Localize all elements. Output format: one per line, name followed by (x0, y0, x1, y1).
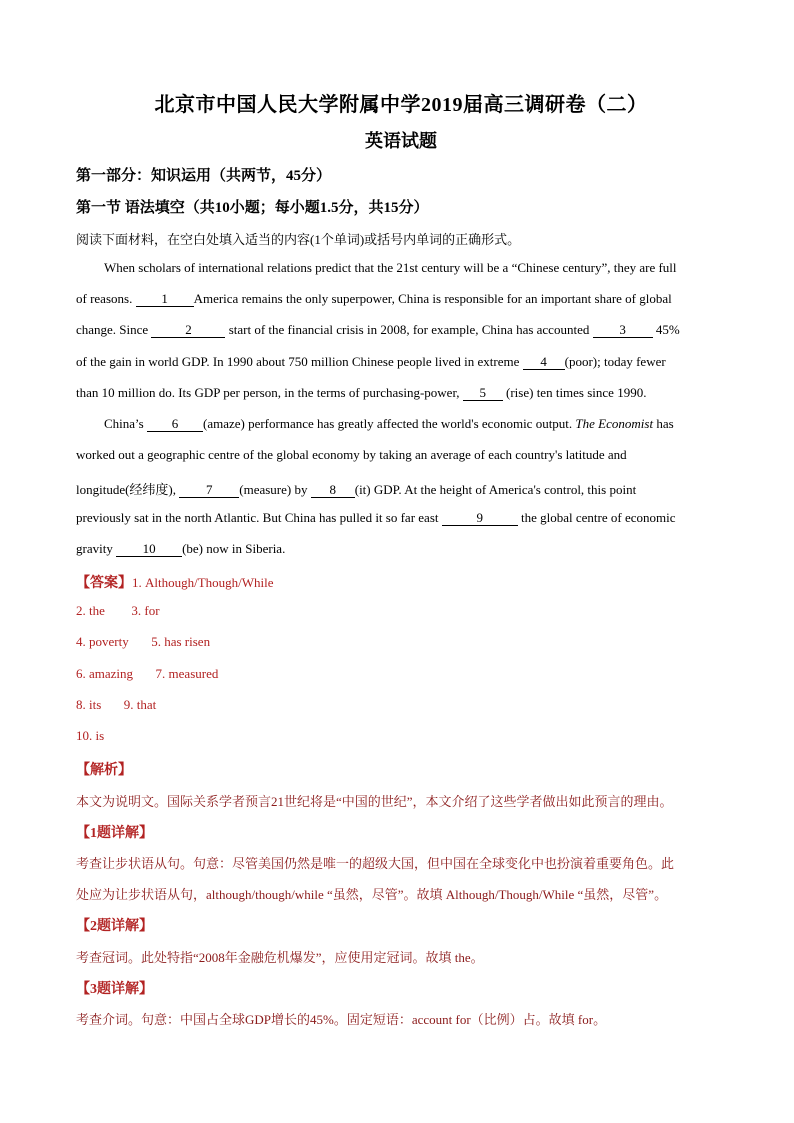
answer-label: 【答案】 (76, 576, 132, 591)
answer-row: 10. is (76, 728, 105, 743)
answer-row: 2. the 3. for (76, 603, 160, 618)
instruction: 阅读下面材料，在空白处填入适当的内容(1个单词)或括号内单词的正确形式。 (76, 232, 521, 247)
q1-label: 【1题详解】 (76, 826, 153, 841)
part-heading: 第一部分：知识运用（共两节，45分） (76, 168, 332, 184)
passage-line: change. Since 2 start of the financial crisis in 2008, for example, China has accounted 3 45% (76, 322, 680, 337)
passage-line: previously sat in the north Atlantic. But China has pulled it so far east 9 the global centre of economic (76, 510, 676, 525)
blank-4: 4 (523, 355, 565, 370)
answer-row: 6. amazing 7. measured (76, 666, 219, 681)
q3-explanation: 考查介词。句意：中国占全球GDP增长的45%。固定短语：account for（比例）占。故填 for。 (76, 1012, 607, 1027)
passage-line: worked out a geographic centre of the global economy by taking an average of each country's latitude and (76, 447, 627, 462)
passage-line: When scholars of international relations predict that the 21st century will be a “Chinese century”, they are full (104, 260, 677, 275)
analysis-label: 【解析】 (76, 763, 132, 778)
blank-6: 6 (147, 417, 203, 432)
passage-line: than 10 million do. Its GDP per person, in the terms of purchasing-power, 5 (rise) ten times since 1990. (76, 385, 647, 400)
passage-line: longitude(经纬度), 7 (measure) by 8 (it) GDP. At the height of America's control, this point (76, 482, 637, 497)
q1-explanation: 处应为让步状语从句，although/though/while “虽然，尽管”。故填 Although/Though/While “虽然，尽管”。 (76, 887, 668, 902)
answer-row: 8. its 9. that (76, 697, 157, 712)
answer-row: 4. poverty 5. has risen (76, 634, 211, 649)
blank-1: 1 (136, 292, 194, 307)
q1-explanation: 考查让步状语从句。句意：尽管美国仍然是唯一的超级大国，但中国在全球变化中也扮演着重要角色。此 (76, 856, 675, 871)
passage-line: gravity 10 (be) now in Siberia. (76, 541, 286, 556)
blank-3: 3 (593, 323, 653, 338)
blank-10: 10 (116, 542, 182, 557)
section-heading: 第一节 语法填空（共10小题；每小题1.5分，共15分） (76, 200, 429, 216)
blank-9: 9 (442, 511, 518, 526)
page-subtitle: 英语试题 (365, 131, 437, 151)
passage-line: of reasons. 1 America remains the only superpower, China is responsible for an important share of global (76, 291, 672, 306)
blank-2: 2 (151, 323, 225, 338)
q2-explanation: 考查冠词。此处特指“2008年金融危机爆发”，应使用定冠词。故填 the。 (76, 950, 484, 965)
passage-line: China’s 6 (amaze) performance has greatly affected the world's economic output. The Economist has (104, 416, 674, 431)
q3-label: 【3题详解】 (76, 982, 153, 997)
q2-label: 【2题详解】 (76, 919, 153, 934)
blank-7: 7 (179, 483, 239, 498)
page-title: 北京市中国人民大学附属中学2019届高三调研卷（二） (154, 94, 648, 116)
analysis-text: 本文为说明文。国际关系学者预言21世纪将是“中国的世纪”，本文介绍了这些学者做出如此预言的理由。 (76, 794, 673, 809)
blank-8: 8 (311, 483, 355, 498)
passage-line: of the gain in world GDP. In 1990 about 750 million Chinese people lived in extreme 4 (poor); today fewer (76, 354, 666, 369)
blank-5: 5 (463, 386, 503, 401)
answer-block: 【答案】1. Although/Though/While (76, 575, 274, 591)
